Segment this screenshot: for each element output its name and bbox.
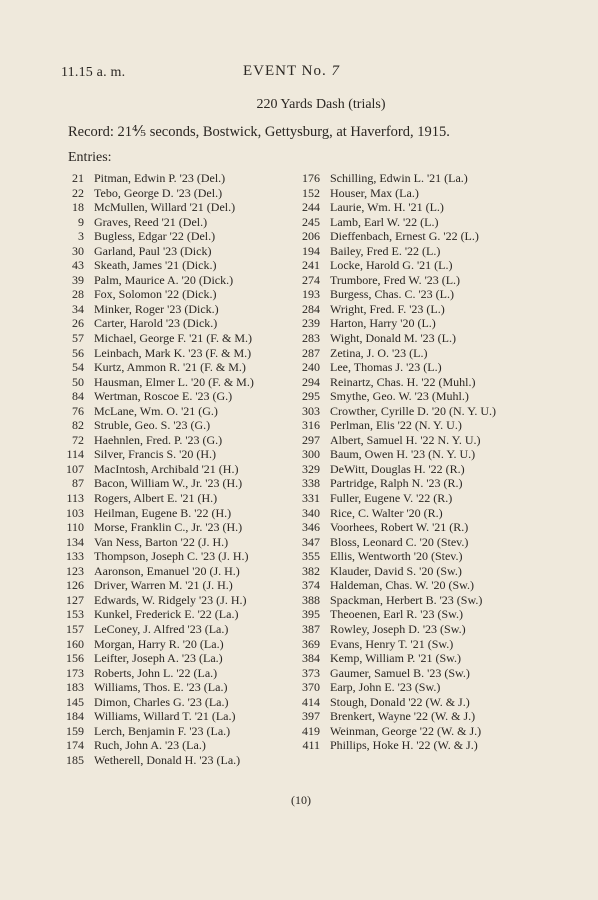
entry-row (50, 695, 302, 710)
entry-number: 295 (302, 389, 320, 404)
entry-number: 193 (302, 287, 320, 302)
entry-name: Leifter, Joseph A. '23 (La.) (94, 651, 223, 666)
entry-number: 160 (66, 636, 84, 651)
entry-name: Schilling, Edwin L. '21 (La.) (330, 171, 468, 185)
entry-number: 297 (302, 432, 320, 447)
entry-name: Williams, Thos. E. '23 (La.) (94, 680, 228, 695)
entry-row (50, 447, 302, 462)
entry-row (286, 462, 556, 477)
entry-number: 283 (302, 331, 320, 346)
entry-row (286, 578, 556, 593)
entry-number: 50 (72, 374, 84, 389)
entry-row (50, 593, 302, 608)
entry-name: Smythe, Geo. W. '23 (Muhl.) (330, 389, 469, 404)
entry-number: 206 (302, 229, 320, 244)
entries-column-left (50, 171, 302, 767)
entry-name: Phillips, Hoke H. '22 (W. & J.) (330, 738, 478, 753)
entry-name: Lerch, Benjamin F. '23 (La.) (94, 723, 231, 738)
entry-number: 176 (302, 171, 320, 185)
entry-number: 184 (66, 709, 84, 724)
entry-name: Tebo, George D. '23 (Del.) (94, 185, 223, 200)
entry-row (286, 535, 556, 550)
entry-number: 87 (72, 476, 84, 491)
entry-number: 126 (66, 578, 84, 593)
entry-number: 284 (302, 301, 320, 316)
entry-name: Minker, Roger '23 (Dick.) (94, 301, 219, 316)
entry-row (50, 578, 302, 593)
entry-row (50, 302, 302, 317)
entry-row (50, 520, 302, 535)
entry-name: McMullen, Willard '21 (Del.) (94, 200, 236, 215)
entry-number: 384 (302, 651, 320, 666)
entry-number: 194 (302, 243, 320, 258)
entry-row (286, 491, 556, 506)
entry-row (50, 738, 302, 753)
entry-name: Perlman, Elis '22 (N. Y. U.) (330, 418, 462, 433)
entry-name: Ruch, John A. '23 (La.) (94, 738, 206, 753)
entry-number: 294 (302, 374, 320, 389)
entry-row (286, 287, 556, 302)
entry-row (286, 447, 556, 462)
entry-name: Rogers, Albert E. '21 (H.) (94, 491, 218, 506)
page-number: (10) (291, 793, 311, 807)
entry-number: 21 (72, 171, 84, 185)
entry-row (50, 433, 302, 448)
entry-number: 274 (302, 272, 320, 287)
entry-name: Hausman, Elmer L. '20 (F. & M.) (94, 374, 254, 389)
entry-row (50, 404, 302, 419)
entry-number: 133 (66, 549, 84, 564)
entry-row (286, 651, 556, 666)
entry-name: Morgan, Harry R. '20 (La.) (94, 636, 224, 651)
entry-name: Trumbore, Fred W. '23 (L.) (330, 272, 461, 287)
entry-number: 156 (66, 651, 84, 666)
entry-name: Heilman, Eugene B. '22 (H.) (94, 505, 232, 520)
entry-row (50, 229, 302, 244)
entry-name: Dieffenbach, Ernest G. '22 (L.) (330, 229, 479, 244)
entry-number: 28 (72, 287, 84, 302)
entry-number: 153 (66, 607, 84, 622)
entry-name: Kunkel, Frederick E. '22 (La.) (94, 607, 239, 622)
entry-name: Ellis, Wentworth '20 (Stev.) (330, 549, 463, 564)
entry-row (286, 564, 556, 579)
entry-number: 134 (66, 534, 84, 549)
entry-number: 9 (78, 214, 84, 229)
entry-row (286, 476, 556, 491)
entry-number: 346 (302, 520, 320, 535)
entry-name: Graves, Reed '21 (Del.) (94, 214, 208, 229)
entry-row (50, 680, 302, 695)
entry-row (286, 258, 556, 273)
entry-row (50, 375, 302, 390)
entry-row (286, 709, 556, 724)
entry-number: 110 (66, 520, 84, 535)
entry-row (50, 171, 302, 186)
entry-name: Van Ness, Barton '22 (J. H.) (94, 534, 229, 549)
entry-name: Brenkert, Wayne '22 (W. & J.) (330, 709, 476, 724)
entry-name: Theoenen, Earl R. '23 (Sw.) (330, 607, 464, 622)
entry-number: 82 (72, 418, 84, 433)
entry-name: Skeath, James '21 (Dick.) (94, 258, 217, 273)
entry-row (50, 476, 302, 491)
entry-number: 241 (302, 258, 320, 273)
entry-row (286, 200, 556, 215)
entry-row (50, 709, 302, 724)
entry-number: 173 (66, 665, 84, 680)
entry-name: Crowther, Cyrille D. '20 (N. Y. U.) (330, 403, 496, 418)
entry-number: 22 (72, 185, 84, 200)
entry-row (286, 389, 556, 404)
entry-row (50, 186, 302, 201)
entry-row (286, 607, 556, 622)
entry-number: 127 (66, 592, 84, 607)
entry-name: Lamb, Earl W. '22 (L.) (330, 214, 439, 229)
entry-name: Earp, John E. '23 (Sw.) (330, 680, 441, 695)
entry-row (50, 215, 302, 230)
entry-row (286, 215, 556, 230)
entry-number: 123 (66, 563, 84, 578)
entry-number: 185 (66, 752, 84, 767)
entry-number: 26 (72, 316, 84, 331)
entry-number: 174 (66, 738, 84, 753)
entry-name: Driver, Warren M. '21 (J. H.) (94, 578, 233, 593)
entry-number: 113 (66, 491, 84, 506)
entry-number: 370 (302, 680, 320, 695)
entry-number: 329 (302, 461, 320, 476)
entry-row (286, 418, 556, 433)
entry-row (50, 506, 302, 521)
entry-name: MacIntosh, Archibald '21 (H.) (94, 461, 239, 476)
entry-number: 240 (302, 360, 320, 375)
entry-name: Bloss, Leonard C. '20 (Stev.) (330, 534, 469, 549)
entry-row (286, 738, 556, 753)
entry-number: 388 (302, 592, 320, 607)
entry-row (286, 316, 556, 331)
entry-number: 159 (66, 723, 84, 738)
entry-number: 287 (302, 345, 320, 360)
entry-name: Edwards, W. Ridgely '23 (J. H.) (94, 592, 247, 607)
entry-row (50, 346, 302, 361)
entry-row (286, 520, 556, 535)
entry-name: Haehnlen, Fred. P. '23 (G.) (94, 432, 223, 447)
entry-number: 244 (302, 200, 320, 215)
entry-row (286, 433, 556, 448)
entry-number: 340 (302, 505, 320, 520)
entry-name: Rowley, Joseph D. '23 (Sw.) (330, 621, 466, 636)
entry-number: 355 (302, 549, 320, 564)
entry-name: Rice, C. Walter '20 (R.) (330, 505, 443, 520)
entry-name: Houser, Max (La.) (330, 185, 419, 200)
entry-row (286, 622, 556, 637)
entry-name: Partridge, Ralph N. '23 (R.) (330, 476, 463, 491)
entry-row (50, 491, 302, 506)
entry-number: 56 (72, 345, 84, 360)
entry-number: 30 (72, 243, 84, 258)
entry-name: Locke, Harold G. '21 (L.) (330, 258, 453, 273)
entry-row (286, 506, 556, 521)
event-heading (243, 63, 339, 80)
entry-name: Haldeman, Chas. W. '20 (Sw.) (330, 578, 475, 593)
entry-number: 395 (302, 607, 320, 622)
entry-row (50, 200, 302, 215)
entry-name: Leinbach, Mark K. '23 (F. & M.) (94, 345, 252, 360)
entry-number: 157 (66, 621, 84, 636)
entry-name: Silver, Francis S. '20 (H.) (94, 447, 217, 462)
entry-name: LeConey, J. Alfred '23 (La.) (94, 621, 229, 636)
entry-row (286, 331, 556, 346)
entry-number: 245 (302, 214, 320, 229)
entry-name: Wertman, Roscoe E. '23 (G.) (94, 389, 233, 404)
entry-number: 387 (302, 621, 320, 636)
entry-name: Wetherell, Donald H. '23 (La.) (94, 752, 241, 767)
entry-number: 114 (66, 447, 84, 462)
entry-row (286, 375, 556, 390)
entry-row (50, 389, 302, 404)
entry-number: 145 (66, 694, 84, 709)
entry-row (286, 593, 556, 608)
entry-row (286, 637, 556, 652)
entry-row (50, 753, 302, 768)
entry-name: Evans, Henry T. '21 (Sw.) (330, 636, 454, 651)
entry-row (50, 258, 302, 273)
entry-name: Bacon, William W., Jr. '23 (H.) (94, 476, 243, 491)
entry-name: Reinartz, Chas. H. '22 (Muhl.) (330, 374, 476, 389)
entry-name: Kemp, William P. '21 (Sw.) (330, 651, 462, 666)
entry-row (50, 607, 302, 622)
entry-name: DeWitt, Douglas H. '22 (R.) (330, 461, 465, 476)
entry-name: Garland, Paul '23 (Dick) (94, 243, 212, 258)
entry-name: Gaumer, Samuel B. '23 (Sw.) (330, 665, 470, 680)
entry-name: Wright, Fred. F. '23 (L.) (330, 301, 445, 316)
entry-row (286, 171, 556, 186)
entry-name: Williams, Willard T. '21 (La.) (94, 709, 236, 724)
record-line: Record: 21⅘ seconds, Bostwick, Gettysburg, at Haverford, 1915. (68, 124, 450, 140)
event-time: 11.15 a. m. (61, 65, 126, 80)
entry-row (286, 360, 556, 375)
entry-name: Fox, Solomon '22 (Dick.) (94, 287, 217, 302)
entry-name: Spackman, Herbert B. '23 (Sw.) (330, 592, 483, 607)
entry-name: Harton, Harry '20 (L.) (330, 316, 436, 331)
entry-number: 414 (302, 694, 320, 709)
entry-number: 34 (72, 301, 84, 316)
entry-row (286, 666, 556, 681)
entry-name: Thompson, Joseph C. '23 (J. H.) (94, 549, 249, 564)
entry-name: Laurie, Wm. H. '21 (L.) (330, 200, 444, 215)
entry-row (286, 229, 556, 244)
entry-row (50, 273, 302, 288)
entry-number: 373 (302, 665, 320, 680)
entry-row (50, 622, 302, 637)
entry-row (50, 287, 302, 302)
entry-number: 397 (302, 709, 320, 724)
entry-number: 183 (66, 680, 84, 695)
entry-number: 239 (302, 316, 320, 331)
entry-row (50, 418, 302, 433)
entry-number: 72 (72, 432, 84, 447)
entry-number: 103 (66, 505, 84, 520)
entry-name: Pitman, Edwin P. '23 (Del.) (94, 171, 226, 185)
entry-number: 303 (302, 403, 320, 418)
entry-number: 57 (72, 331, 84, 346)
entry-number: 331 (302, 491, 320, 506)
entry-number: 84 (72, 389, 84, 404)
entry-number: 18 (72, 200, 84, 215)
entry-number: 382 (302, 563, 320, 578)
entry-row (286, 273, 556, 288)
entry-name: McLane, Wm. O. '21 (G.) (94, 403, 218, 418)
entry-name: Voorhees, Robert W. '21 (R.) (330, 520, 469, 535)
entry-number: 316 (302, 418, 320, 433)
entry-number: 347 (302, 534, 320, 549)
entry-row (286, 680, 556, 695)
entry-number: 39 (72, 272, 84, 287)
entries-column-right (286, 171, 556, 753)
entry-name: Struble, Geo. S. '23 (G.) (94, 418, 211, 433)
entry-name: Bugless, Edgar '22 (Del.) (94, 229, 216, 244)
entry-name: Michael, George F. '21 (F. & M.) (94, 331, 252, 346)
entry-row (50, 549, 302, 564)
entry-name: Bailey, Fred E. '22 (L.) (330, 243, 441, 258)
entry-row (50, 724, 302, 739)
event-number: 7 (331, 63, 339, 79)
entry-number: 152 (302, 185, 320, 200)
entry-row (286, 186, 556, 201)
entry-number: 54 (72, 360, 84, 375)
entry-name: Baum, Owen H. '23 (N. Y. U.) (330, 447, 476, 462)
entry-row (286, 346, 556, 361)
entry-row (286, 244, 556, 259)
entry-name: Stough, Donald '22 (W. & J.) (330, 694, 470, 709)
entry-number: 419 (302, 723, 320, 738)
entry-row (50, 360, 302, 375)
entry-name: Morse, Franklin C., Jr. '23 (H.) (94, 520, 243, 535)
entry-name: Kurtz, Ammon R. '21 (F. & M.) (94, 360, 246, 375)
event-label: EVENT No. (243, 63, 327, 79)
entry-row (50, 316, 302, 331)
entry-number: 411 (302, 738, 320, 753)
entry-name: Albert, Samuel H. '22 N. Y. U.) (330, 432, 481, 447)
entry-name: Fuller, Eugene V. '22 (R.) (330, 491, 453, 506)
entry-name: Wight, Donald M. '23 (L.) (330, 331, 456, 346)
entry-row (286, 404, 556, 419)
entry-number: 369 (302, 636, 320, 651)
entry-name: Klauder, David S. '20 (Sw.) (330, 563, 462, 578)
entry-name: Carter, Harold '23 (Dick.) (94, 316, 218, 331)
entry-number: 43 (72, 258, 84, 273)
entries-label: Entries: (68, 150, 112, 165)
entry-number: 374 (302, 578, 320, 593)
entry-row (50, 666, 302, 681)
entry-name: Aaronson, Emanuel '20 (J. H.) (94, 563, 240, 578)
entry-name: Weinman, George '22 (W. & J.) (330, 723, 482, 738)
entry-row (50, 535, 302, 550)
entry-name: Roberts, John L. '22 (La.) (94, 665, 218, 680)
entry-row (50, 564, 302, 579)
entry-row (50, 637, 302, 652)
entry-row (286, 695, 556, 710)
entry-number: 300 (302, 447, 320, 462)
event-subtitle: 220 Yards Dash (trials) (256, 97, 386, 112)
entry-name: Zetina, J. O. '23 (L.) (330, 345, 428, 360)
entry-number: 3 (78, 229, 84, 244)
entry-name: Burgess, Chas. C. '23 (L.) (330, 287, 454, 302)
entry-row (286, 302, 556, 317)
entry-row (50, 651, 302, 666)
entry-row (286, 724, 556, 739)
entry-name: Palm, Maurice A. '20 (Dick.) (94, 272, 234, 287)
entry-row (286, 549, 556, 564)
entry-number: 107 (66, 461, 84, 476)
entry-number: 76 (72, 403, 84, 418)
entry-row (50, 331, 302, 346)
entry-row (50, 462, 302, 477)
entry-number: 338 (302, 476, 320, 491)
entry-name: Dimon, Charles G. '23 (La.) (94, 694, 229, 709)
entry-row (50, 244, 302, 259)
entry-name: Lee, Thomas J. '23 (L.) (330, 360, 442, 375)
